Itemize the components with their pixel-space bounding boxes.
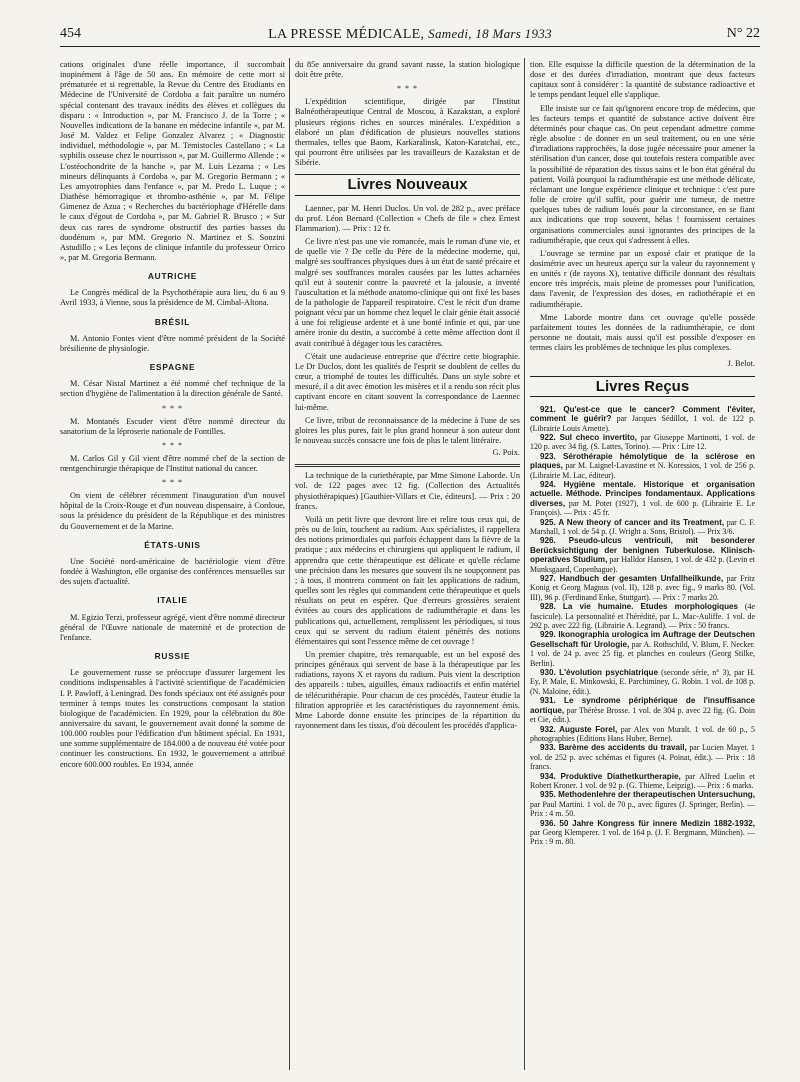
book-title: 935. Methodenlehre der therapeutischen Untersuchung, — [540, 790, 755, 800]
section-title-livres-recus: Livres Reçus — [595, 377, 690, 395]
section-heading: RUSSIE — [154, 651, 191, 662]
received-books-list — [530, 405, 755, 847]
review-signature: J. Belot. — [727, 359, 755, 369]
paragraph: Mme Laborde montre dans cet ouvrage qu'elle possède parfaitement toutes les données de la radiumthérapie, ce dont personne ne doutait, mais aussi qu'il est possible d'exposer en termes clairs les problèmes de technique les plus complexes. — [530, 312, 755, 353]
paragraph: Elle insiste sur ce fait qu'ignorent encore trop de médecins, que les facteurs temps et quantité de substance active doivent être déterminés pour chaque cas. On peut cependant admettre comme règle absolue : de donner en un seul traitement, ou en une série d'irradiations rapprochées, la dose jugée nécessaire pour amener la stérilisation d'un cancer, dose qui toutefois restera compatible avec la possibilité de réparation des tissus sains et le bon état général du patient. Voilà pourquoi la radiumthérapie est une méthode délicate, réclamant une longue expérience clinique et technique : c'est pure folie de croire qu'il suffit, pour guérir une tumeur, de mettre quelques tubes de radium loués pour la circonstance, en se fiant aux indications que trop souvent, hélas ! fournissent certaines organisations commerciales aussi ignorantes des principes de la radiumthérapie, que ceux qui s'adressent à elles. — [530, 103, 755, 245]
paragraph: C'était une audacieuse entreprise que d'écrire cette biographie. Le Dr Duclos, dont les qualités de l'esprit se doublent de celles du cœur, a triomphé de toutes les difficultés. Dans un style sobre et mesuré, il a dit avec émotion les misères et il a rendu son récit plus captivant encore en citant souvent la correspondance de Laennec lui-même. — [295, 351, 520, 412]
book-title: 929. Ikonographia urologica im Auftrage der Deutschen Gesellschaft für Urologie, — [530, 630, 755, 649]
column-divider — [524, 58, 525, 1070]
book-title: 933. Barème des accidents du travail, — [540, 743, 687, 753]
paragraph: Une Société nord-américaine de bactériologie vient d'être fondée à Washington, elle organise des conférences mensuelles sur des sujets d'actualité. — [60, 556, 285, 587]
paragraph: Voilà un petit livre que devront lire et relire tous ceux qui, de près ou de loin, touchent au radium. Aux spécialistes, il rappellera des notions primordiales qui parfois échappent dans la fièvre de la pratique ; aux médecins et chirurgiens qui appliquent le radium, il apprendra que cette thérapeutique est délicate et qu'elle réclame une précision dans les mesures que souvent ils ne soupçonnent pas ; à tous, il montrera comment on fait les applications de radium, quelles sont les règles qui commandent cette thérapeutique et quels résultats on peut en espérer. Que d'erreurs grossières seraient évitées au cours des applications de radiumthérapie et dans les publications qui, actuellement, remplissent les périodiques, si tous ceux qui se servent du radium étaient pénétrés des notions élémentaires qui sont l'essence même de cet ouvrage ! — [295, 514, 520, 646]
book-details: par C. F. Marshall, 1 vol. de 54 p. (J. Wright a. Sons, Bristol). — Prix 3/6. — [530, 517, 755, 536]
book-entry — [530, 602, 755, 630]
section-banner — [530, 376, 755, 397]
book-entry — [530, 405, 755, 433]
paragraph: L'ouvrage se termine par un exposé clair et pratique de la dosimétrie avec un heureux aperçu sur la valeur du rayonnement γ en unités r (de rayons X), tentative difficile donnant des résultats encore très imprécis, mais pleine de promesses pour l'unification, dans l'avenir, de l'expression des doses, en radiothérapie et en radiumthérapie. — [530, 248, 755, 309]
book-review — [295, 204, 520, 459]
column-books — [530, 60, 755, 1072]
separator-stars: * * * — [397, 84, 418, 94]
book-review — [295, 471, 520, 731]
book-details: par Jacques Sédillot, 1 vol. de 122 p. (Librairie Louis Arnette). — [530, 414, 755, 433]
book-entry — [530, 819, 755, 847]
section-title-livres-nouveaux: Livres Nouveaux — [347, 176, 468, 194]
paragraph: On vient de célébrer récemment l'inauguration d'un nouvel hôpital de la Croix-Rouge et d'un nouveau dispensaire, à Cordoue, sous la présidence du président de la République et des ministres du Gouvernement et de la Marine. — [60, 491, 285, 531]
section-banner — [295, 174, 520, 195]
paragraph: M. Carlos Gil y Gil vient d'être nommé chef de la section de rœntgenchirurgie thérapique de l'Institut national du cancer. — [60, 453, 285, 473]
book-details: par Thérèse Brosse. 1 vol. de 304 p. avec 22 fig. (G. Doin et Cie, édit.). — [530, 705, 755, 725]
column-news — [60, 60, 285, 1072]
paragraph: L'expédition scientifique, dirigée par l'Institut Balnéothérapeutique Central de Moscou, à Kazakstan, a exploré plusieurs régions riches en sources minérales. L'expédition a élaboré un plan d'édification de plusieurs nouvelles stations thermales, telles que Baom, Karkaralinsk, Katon-Karatchaï, etc., qui pourront être utilisées par les travailleurs de Kazakstan et de Sibérie. — [295, 97, 520, 168]
book-details: par Alfred Luelin et Robert Kroner. 1 vol. de 92 p. (G. Thieme, Leipzig). — Prix : 6 marks. — [530, 771, 755, 790]
section-heading: BRÉSIL — [154, 316, 191, 327]
section-heading: ESPAGNE — [149, 362, 196, 373]
separator-stars: * * * — [162, 403, 183, 413]
book-title: 931. Le syndrome périphérique de l'insuffisance aortique, — [530, 696, 755, 715]
book-details: par A. Rothschild, V. Blum, F. Necker. 1 vol. de 24 p. avec 25 fig. et planches en couleurs (Georg Stilke, Berlin). — [530, 639, 755, 668]
book-entry — [530, 696, 755, 724]
header-rule — [60, 46, 760, 47]
paragraph: Le gouvernement russe se préoccupe d'assurer largement les conditions indispensables à l'activité scientifique de l'académicien I. P. Pawloff, à Leningrad. Des fonds spéciaux ont été assignés pour terminer à temps toutes les constructions composant la station biologique de l'académicien. En 1929, pour la célébration du 80e anniversaire du savant, le gouvernement avait donné la somme de 100.000 roubles pour l'édification d'un bâtiment spécial. En 1931, une somme supplémentaire de 184.000 a de nouveau été votée pour continuer les constructions. En 1932, le gouvernement a attribué encore 600.000 roubles. En 1934, année — [60, 668, 285, 769]
book-title: 934. Produktive Diathetkurtherapie, — [540, 771, 681, 781]
book-entry — [530, 480, 755, 518]
book-title: 924. Hygiène mentale. Historique et organisation actuelle. Méthode. Principes fondamentaux. Applications diverses, — [530, 479, 755, 508]
divider — [295, 464, 520, 467]
paragraph: Le Congrès médical de la Psychothérapie aura lieu, du 6 au 9 Avril 1933, à Vienne, sous la présidence de M. Cimbal-Altona. — [60, 288, 285, 308]
paragraph: tion. Elle esquisse la difficile question de la détermination de la dose et des durées d'irradiation, montrant que deux facteurs capitaux sont à considérer : la quantité de substance radioactive et le temps pendant lequel elle s'applique. — [530, 60, 755, 100]
book-title: 921. Qu'est-ce que le cancer? Comment l'éviter, comment le guérir? — [530, 404, 755, 424]
issue-number: N° 22 — [726, 26, 760, 41]
book-title: 928. La vie humaine. Etudes morphologiques — [540, 602, 739, 612]
book-title: 923. Sérothérapie hémolytique de la sclérose en plaques, — [530, 451, 755, 471]
book-title: 927. Handbuch der gesamten Unfallheilkunde, — [540, 574, 724, 583]
book-title: 925. A New theory of cancer and its Treatment, — [540, 517, 725, 527]
book-entry — [530, 743, 755, 771]
book-title: 922. Sul checo invertito, — [540, 432, 638, 442]
paragraph: du 85e anniversaire du grand savant russe, la station biologique doit être prête. — [295, 60, 520, 80]
book-details: par M. Potet (1927), 1 vol. de 600 p. (Librairie E. Le François). — Prix : 45 fr. — [530, 498, 755, 518]
column-divider — [289, 58, 290, 1070]
review-signature: G. Poix. — [492, 448, 520, 458]
paragraph: M. César Nistal Martinez a été nommé chef technique de la section d'hygiène de l'alimentation à la direction générale de Santé. — [60, 379, 285, 399]
running-title — [60, 26, 760, 43]
book-details: par Giuseppe Martinotti, 1 vol. de 120 p. avec 34 fig. (S. Lattes, Torino). — Prix : Lire 12. — [530, 432, 755, 452]
book-details: par Paul Martini. 1 vol. de 70 p., avec figures (J. Springer, Berlin). — Prix : 4 m. 50. — [530, 799, 755, 819]
page-number: 454 — [60, 26, 81, 41]
book-details: par Georg Klemperer. 1 vol. de 164 p. (J. F. Bergmann, München). — Prix : 9 m. 80. — [530, 827, 755, 847]
paragraph: Ce livre, tribut de reconnaissance de la médecine à l'une de ses gloires les plus pures, fait le plus grand honneur à son auteur dont le nouveau succès consacre une fois de plus le talent littéraire. — [295, 415, 520, 445]
book-details: (seconde série, n° 3), par H. Ey, P. Male, E. Minkowski, E. Parchiminey, G. Robin. 1 vol. de 108 p. (N. Maloine, édit.). — [530, 668, 755, 696]
book-details: par M. Laignel-Lavastine et N. Koressios, 1 vol. de 256 p. (Librairie M. Lac, éditeur). — [530, 461, 755, 480]
book-details: (4e fascicule). La personnalité et l'hérédité, par L. Mac-Auliffe. 1 vol. de 292 p. avec 222 fig. (Librairie A. Legrand). — Prix : 50 francs. — [530, 602, 755, 631]
book-entry — [530, 790, 755, 818]
column-reviews — [295, 60, 520, 1072]
paragraph: M. Antonio Fontes vient d'être nommé président de la Société brésilienne de physiologie. — [60, 333, 285, 353]
book-details: par Lucien Mayet. 1 vol. de 252 p. avec schémas et figures (4. Poinat, édit.). — Prix : 18 francs. — [530, 743, 755, 772]
separator-stars: * * * — [162, 478, 183, 488]
separator-stars: * * * — [162, 440, 183, 450]
journal-name: LA PRESSE MÉDICALE, — [268, 27, 425, 42]
book-details: par Halldor Hansen, 1 vol. de 432 p. (Levin et Munksgaard, Copenhague). — [530, 555, 755, 574]
section-heading: ITALIE — [157, 595, 188, 606]
book-entry — [530, 668, 755, 696]
book-entry — [530, 452, 755, 480]
book-title: 926. Pseudo-ulcus ventriculi, mit besonderer Berücksichtigung der benignen Tuberkulose. Klinisch-operatives Studium, — [530, 536, 755, 565]
book-entry — [530, 725, 755, 744]
page-header — [60, 26, 760, 48]
book-entry — [530, 536, 755, 574]
review-heading: Laennec, par M. Henri Duclos. Un vol. de 282 p., avec préface du prof. Léon Bernard (Collection « Chefs de file » chez Ernest Flammarion). — Prix : 12 fr. — [295, 203, 520, 233]
book-details: par Fritz Konig et Georg Magnus (vol. II), 128 p. avec fig., 9 marks 80. (Vol. III), 96 p. (Ferdinand Enke, Stuttgart). — Prix : 7 marks 20. — [530, 574, 755, 602]
book-entry — [530, 772, 755, 791]
book-title: 930. L'évolution psychiatrique — [540, 668, 659, 678]
section-heading: AUTRICHE — [147, 271, 198, 282]
paragraph: Ce livre n'est pas une vie romancée, mais le roman d'une vie, et de quelle vie ? De celle du Père de la médecine moderne, qui, malgré ses souffrances physiques dues à un état de santé précaire et malgré ses souffrances morales causées par les luttes acharnées qu'il eut à soutenir contre la pauvreté et la jalousie, a inventé l'auscultation et la méthode anatomo-clinique qui ont fixé les bases de la pathologie de l'appareil respiratoire. C'est le récit d'un drame poignant vécu par un homme chez lequel le clair génie était associé à une foi religieuse ardente et à une bonté infinie et qui, par une amère ironie du destin, a succombé à cette même affection dont il avait contribué à dégager tous les caractères. — [295, 237, 520, 348]
review-heading: La technique de la curiethérapie, par Mme Simone Laborde. Un vol. de 122 pages avec 12 fig. (Collection des Actualités physiothérapiques) [Gauthier-Villars et Cie, éditeurs]. — Prix : 20 francs. — [295, 471, 520, 511]
book-entry — [530, 433, 755, 452]
issue-date: Samedi, 18 Mars 1933 — [428, 26, 552, 41]
book-entry — [530, 630, 755, 668]
section-heading: ÉTATS-UNIS — [144, 539, 201, 550]
book-entry — [530, 518, 755, 537]
paragraph: Un premier chapitre, très remarquable, est un bel exposé des principes généraux qui servent de base à la thérapeutique par les radiations, rayons X et rayons du radium. Puis vient la description des appareils : tubes, aiguilles, émaux radioactifs et enfin matériel de télécurithérapie. Pour chacun de ces procédés, l'auteur étudie la filtration appropriée et les caractéristiques du rayonnement émis. Mme Laborde donne ensuite les principes de la répartition du rayonnement dans les tissus, d'où découlent les procédés d'applica- — [295, 649, 520, 731]
paragraph: M. Egizio Terzi, professeur agrégé, vient d'être nommé directeur général de l'Œuvre nationale de maternité et de protection de l'enfance. — [60, 612, 285, 642]
book-title: 932. Auguste Forel, — [540, 724, 618, 734]
book-details: par Alex von Muralt. 1 vol. de 60 p., 5 photographies (Editions Hans Huber, Berne). — [530, 724, 755, 743]
paragraph: cations originales d'une réelle importance, il succombait inopinément à l'âge de 50 ans. En mémoire de cette mort si prématurée et si regrettable, la Revue du Centre des Etudiants en Médecine de l'Université de Cordoba a fait paraître un numéro spécial contenant des travaux inédits des élèves et collègues du disparu : « Introduction », par M. Francisco J. de la Torre ; « Nouvelles indications de la banane en médecine infantile », par M. José M. Valdez et Felipe Gonzalez Alvarez ; « Diagnostic individuel, méthodologie », par M. Temistocles Castellano ; « La syphilis osseuse chez le nourrisson », par M. Guillermo Allende ; « L'ostéochondrite de la hanche », par M. Luis Lezama ; « Les mineurs délinquants à Cordoba », par M. Gregorio Bermann ; « Les amyotrophies dans l'enfance », par M. Predo L. Luque ; « Diathèse hémorragique et thrombo-asthénie », par M. Félipe Gimenez de Azua ; « Recherches du bactériophage d'Hérelle dans le caux d'égout de Cordoba », par M. Gabriel R. Brusco ; « Sur deux cas rares de syndrome obstructif des parties basses du duodénum », par MM. Gregorio N. Martinez et S. Sonzini Astudillo ; « Les leçons de clinique infantile du professeur Orrico », par M. Gregoria Bermann. — [60, 60, 285, 262]
book-title: 936. 50 Jahre Kongress für innere Medizin 1882-1932, — [540, 818, 755, 828]
paragraph: M. Montanés Escuder vient d'être nommé directeur du sanatorium de la léproserie nationale de Fontilles. — [60, 416, 285, 436]
book-entry — [530, 574, 755, 602]
